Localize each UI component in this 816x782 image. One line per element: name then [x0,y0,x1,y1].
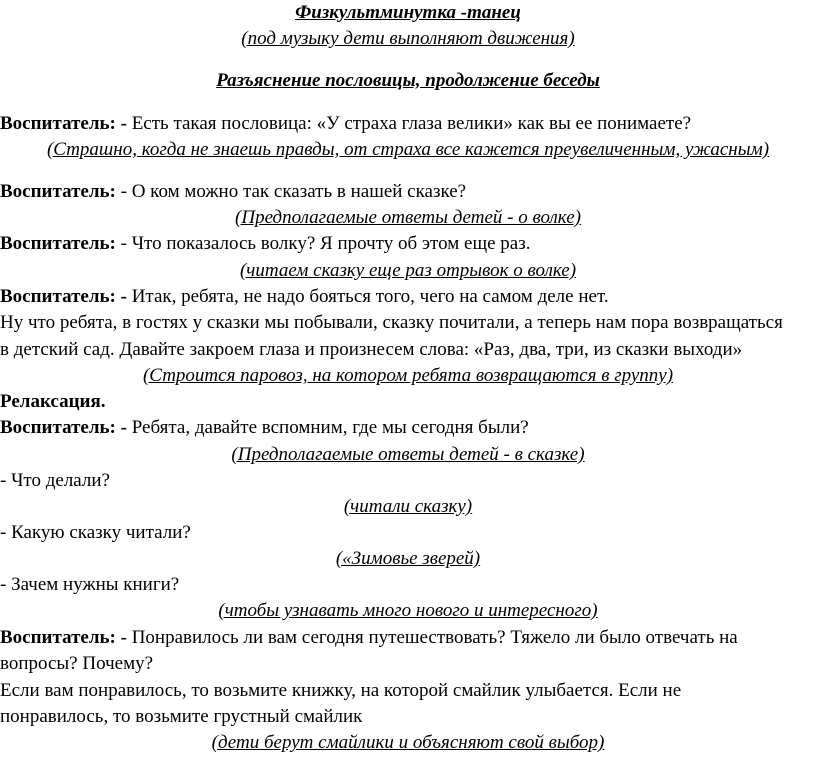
dialogue-line [0,180,466,204]
document-title: Физкультминутка -танец [295,2,521,23]
answer-note: (читали сказку) [343,496,473,517]
dialogue-text: Понравилось ли вам сегодня путешествовать? Тяжело ли было отвечать на [126,627,738,648]
section-heading: Разъяснение пословицы, продолжение беседы [216,70,600,91]
paragraph-line: в детский сад. Давайте закроем глаза и произнесем слова: «Раз, два, три, из сказки выходи» [0,339,743,360]
question-line: - Что делали? [0,470,110,491]
speaker-label: Воспитатель: - [0,417,127,438]
document-subtitle: (под музыку дети выполняют движения) [241,28,575,49]
action-note: (дети берут смайлики и объясняют свой выбор) [211,732,605,753]
answer-note: (Предполагаемые ответы детей - в сказке) [231,444,585,465]
dialogue-line [0,626,738,650]
dialogue-text: - Что показалось волку? Я прочту об этом еще раз. [115,233,531,254]
answer-note: («Зимовье зверей) [335,548,481,569]
dialogue-line [0,232,530,256]
question-line: - Зачем нужны книги? [0,574,180,595]
speaker-label: Воспитатель: - [0,627,127,648]
speaker-label: Воспитатель: [0,181,116,202]
paragraph-line: Ну что ребята, в гостях у сказки мы побывали, сказку почитали, а теперь нам пора возвращаться [0,312,783,333]
relaxation-heading: Релаксация. [0,391,106,412]
dialogue-text: Итак, ребята, не надо бояться того, чего на самом деле нет. [126,286,609,307]
paragraph-line: понравилось, то возьмите грустный смайлик [0,706,363,727]
answer-note: (читаем сказку еще раз отрывок о волке) [239,260,577,281]
dialogue-line [0,416,529,440]
speaker-label: Воспитатель: [0,233,116,254]
paragraph-line: вопросы? Почему? [0,653,154,674]
answer-note: (чтобы узнавать много нового и интересного) [218,600,598,621]
question-line: - Какую сказку читали? [0,522,191,543]
paragraph-line: Если вам понравилось, то возьмите книжку, на которой смайлик улыбается. Если не [0,680,682,701]
dialogue-text: - О ком можно так сказать в нашей сказке? [115,181,467,202]
dialogue-text: Ребята, давайте вспомним, где мы сегодня были? [126,417,529,438]
action-note: (Строится паровоз, на котором ребята возвращаются в группу) [142,365,674,386]
answer-note: (Страшно, когда не знаешь правды, от страха все кажется преувеличенным, ужасным) [46,139,770,160]
dialogue-text: Есть такая пословица: «У страха глаза велики» как вы ее понимаете? [126,113,692,134]
speaker-label: Воспитатель: - [0,286,127,307]
dialogue-line [0,285,609,309]
speaker-label: Воспитатель: - [0,113,127,134]
dialogue-line [0,112,691,136]
answer-note: (Предполагаемые ответы детей - о волке) [235,207,581,228]
